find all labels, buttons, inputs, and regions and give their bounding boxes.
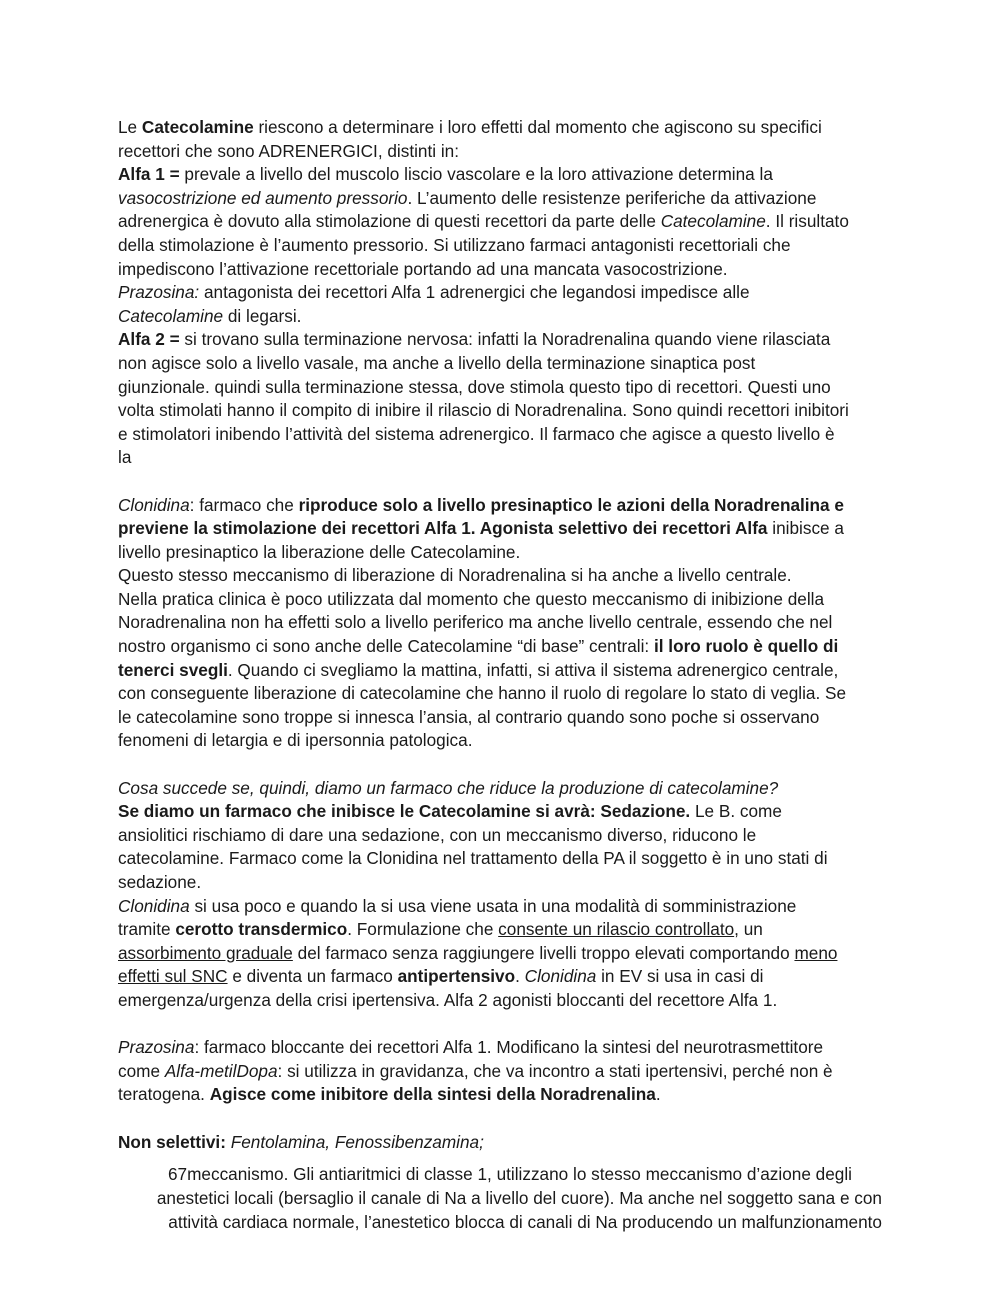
text-line <box>118 163 888 187</box>
text-run: . L’aumento delle resistenze periferiche da attivazione <box>407 187 817 208</box>
text-line <box>118 305 888 329</box>
text-run: meno <box>794 942 838 963</box>
paragraph-clonidina <box>118 494 888 754</box>
text-line <box>118 517 888 541</box>
text-run: della stimolazione è l’aumento pressorio. Si utilizzano farmaci antagonisti recettoriali che <box>118 234 791 255</box>
text-run: con conseguente liberazione di catecolamine che hanno il ruolo di regolare lo stato di veglia. Se <box>118 683 847 704</box>
text-run: . <box>515 966 525 987</box>
text-line <box>118 1036 888 1060</box>
text-run: Catecolamine <box>118 305 224 326</box>
text-line <box>118 729 888 753</box>
text-run: non agisce solo a livello vasale, ma anche a livello della terminazione sinaptica post <box>118 352 756 373</box>
text-run: cerotto transdermico <box>175 919 348 940</box>
text-run: Catecolamine <box>660 211 766 232</box>
text-line <box>118 423 888 447</box>
text-run: catecolamine. Farmaco come la Clonidina nel trattamento della PA il soggetto è in uno stati di <box>118 848 828 869</box>
text-line <box>118 588 888 612</box>
text-run: riescono a determinare i loro effetti dal momento che agiscono su specifici <box>253 117 822 137</box>
text-line <box>118 494 888 518</box>
text-run: : si utilizza in gravidanza, che va incontro a stati ipertensivi, perché non è <box>277 1060 833 1081</box>
text-line <box>118 611 888 635</box>
text-run: impediscono l’attivazione recettoriale portando ad una mancata vasocostrizione. <box>118 258 728 279</box>
text-line <box>118 564 888 588</box>
text-line <box>118 871 888 895</box>
text-run: Cosa succede se, quindi, diamo un farmaco che riduce la produzione di catecolamine? <box>118 777 779 798</box>
text-run: le catecolamine sono troppe si innesca l’ansia, al contrario quando sono poche si osservano <box>118 706 820 727</box>
text-line <box>118 328 888 352</box>
text-line <box>118 682 888 706</box>
text-run: Alfa 1 = <box>118 164 180 185</box>
text-line <box>118 140 888 164</box>
text-line <box>118 541 888 565</box>
text-line <box>118 942 888 966</box>
text-run: . Quando ci svegliamo la mattina, infatti, si attiva il sistema adrenergico centrale, <box>227 659 839 680</box>
text-run: tramite <box>118 919 176 940</box>
text-run: fenomeni di letargia e di ipersonnia patologica. <box>118 730 473 751</box>
text-line <box>118 1162 882 1186</box>
text-run: Le B. come <box>690 801 782 822</box>
text-run: la <box>118 447 132 468</box>
text-run: come <box>118 1060 165 1081</box>
text-run: Noradrenalina non ha effetti solo a livello periferico ma anche livello centrale, essendo che nel <box>118 612 833 633</box>
text-line <box>118 116 888 140</box>
spacer <box>118 1013 888 1037</box>
text-line <box>118 234 888 258</box>
text-run: riproduce solo a livello presinaptico le azioni della Noradrenalina e <box>298 494 844 515</box>
text-run: adrenergica è dovuto alla stimolazione di questi recettori da parte delle <box>118 211 661 232</box>
footnote-block <box>118 1162 882 1235</box>
text-run: Clonidina <box>524 966 597 987</box>
text-run: Catecolamine <box>141 117 254 137</box>
spacer <box>118 470 888 494</box>
document-page <box>118 116 888 1154</box>
text-line <box>118 1083 888 1107</box>
text-line <box>118 352 888 376</box>
text-line <box>118 1186 882 1210</box>
text-line <box>118 895 888 919</box>
paragraph-prazosina <box>118 1036 888 1107</box>
text-run: 67meccanismo. Gli antiaritmici di classe 1, utilizzano lo stesso meccanismo d’azione degli <box>168 1164 852 1184</box>
text-run: . Il risultato <box>765 211 849 232</box>
text-line <box>118 824 888 848</box>
text-run: Le <box>118 117 142 137</box>
text-line <box>118 1210 882 1234</box>
text-run: consente un rilascio controllato <box>498 919 735 940</box>
text-run: , un <box>734 919 763 940</box>
text-line <box>118 399 888 423</box>
text-run: antipertensivo <box>397 966 516 987</box>
text-run: giunzionale. quindi sulla terminazione stessa, dove stimola questo tipo di recettori. Questi uno <box>118 376 831 397</box>
paragraph-non-selective <box>118 1131 888 1155</box>
text-line <box>118 989 888 1013</box>
text-run: ansiolitici rischiamo di dare una sedazione, con un meccanismo diverso, riducono le <box>118 824 757 845</box>
text-line <box>118 847 888 871</box>
text-run: Agisce come inibitore della sintesi della Noradrenalina <box>209 1084 656 1105</box>
text-run: Questo stesso meccanismo di liberazione di Noradrenalina si ha anche a livello centrale. <box>118 565 792 586</box>
text-run: il loro ruolo è quello di <box>653 636 839 657</box>
text-run: e diventa un farmaco <box>227 966 398 987</box>
text-line <box>118 281 888 305</box>
text-line <box>118 1060 888 1084</box>
text-run: e stimolatori inibendo l’attività del sistema adrenergico. Il farmaco che agisce a questo livello è <box>118 423 835 444</box>
text-run: si usa poco e quando la si usa viene usata in una modalità di somministrazione <box>189 895 797 916</box>
text-run: : farmaco bloccante dei recettori Alfa 1. Modificano la sintesi del neurotrasmettitore <box>194 1037 824 1058</box>
text-line <box>118 965 888 989</box>
text-run: prevale a livello del muscolo liscio vascolare e la loro attivazione determina la <box>179 164 773 185</box>
text-run: del farmaco senza raggiungere livelli troppo elevati comportando <box>292 942 795 963</box>
text-run: recettori che sono ADRENERGICI, distinti in: <box>118 140 460 161</box>
text-line <box>118 918 888 942</box>
text-run: Prazosina <box>118 1037 195 1058</box>
text-line <box>118 187 888 211</box>
text-line <box>118 376 888 400</box>
text-run: Alfa-metilDopa <box>164 1060 278 1081</box>
text-run: di legarsi. <box>223 305 302 326</box>
text-run: nostro organismo ci sono anche delle Catecolamine “di base” centrali: <box>118 636 654 657</box>
paragraph-adrenergic-receptors <box>118 116 888 470</box>
text-run: Clonidina <box>118 895 190 916</box>
text-run: assorbimento graduale <box>118 942 293 963</box>
text-run: . <box>655 1084 661 1105</box>
paragraph-sedation <box>118 777 888 1013</box>
text-run: . Formulazione che <box>347 919 499 940</box>
text-line <box>118 659 888 683</box>
spacer <box>118 1107 888 1131</box>
text-line <box>118 210 888 234</box>
text-run: teratogena. <box>118 1084 210 1105</box>
text-run: emergenza/urgenza della crisi ipertensiva. Alfa 2 agonisti bloccanti del recettore Alfa 1. <box>118 989 778 1010</box>
text-run: tenerci svegli <box>118 659 228 680</box>
text-line <box>118 635 888 659</box>
text-run: : farmaco che <box>189 494 299 515</box>
text-line <box>118 258 888 282</box>
text-run: vasocostrizione ed aumento pressorio <box>118 187 408 208</box>
text-run: inibisce a <box>767 518 844 539</box>
text-run: attività cardiaca normale, l’anestetico blocca di canali di Na producendo un malfunzionamento <box>168 1212 882 1233</box>
text-run: Fentolamina, Fenossibenzamina; <box>230 1131 484 1152</box>
text-run: Non selettivi: <box>118 1131 226 1152</box>
text-run: Clonidina <box>118 494 190 515</box>
text-line <box>118 800 888 824</box>
text-run: Alfa 2 = <box>118 329 180 350</box>
spacer <box>118 753 888 777</box>
text-run: livello presinaptico la liberazione delle Catecolamine. <box>118 541 521 562</box>
text-run: Prazosina: <box>118 282 200 303</box>
text-run: sedazione. <box>118 872 202 892</box>
text-run: antagonista dei recettori Alfa 1 adrenergici che legandosi impedisce alle <box>199 282 750 303</box>
text-run: in EV si usa in casi di <box>596 966 764 987</box>
text-run: previene la stimolazione dei recettori Alfa 1. Agonista selettivo dei recettori Alfa <box>118 518 768 539</box>
text-run: si trovano sulla terminazione nervosa: infatti la Noradrenalina quando viene rilasciata <box>179 329 831 350</box>
text-line <box>118 446 888 470</box>
text-line <box>118 706 888 730</box>
text-line <box>118 1131 888 1155</box>
text-run: anestetici locali (bersaglio il canale di Na a livello del cuore). Ma anche nel soggetto sana e con <box>156 1188 882 1209</box>
text-line <box>118 777 888 801</box>
text-run: effetti sul SNC <box>118 966 228 987</box>
text-run: Se diamo un farmaco che inibisce le Catecolamine si avrà: Sedazione. <box>118 801 691 822</box>
text-run: volta stimolati hanno il compito di inibire il rilascio di Noradrenalina. Sono quindi recettori inibitori <box>118 400 849 421</box>
text-run: Nella pratica clinica è poco utilizzata dal momento che questo meccanismo di inibizione della <box>118 588 825 609</box>
